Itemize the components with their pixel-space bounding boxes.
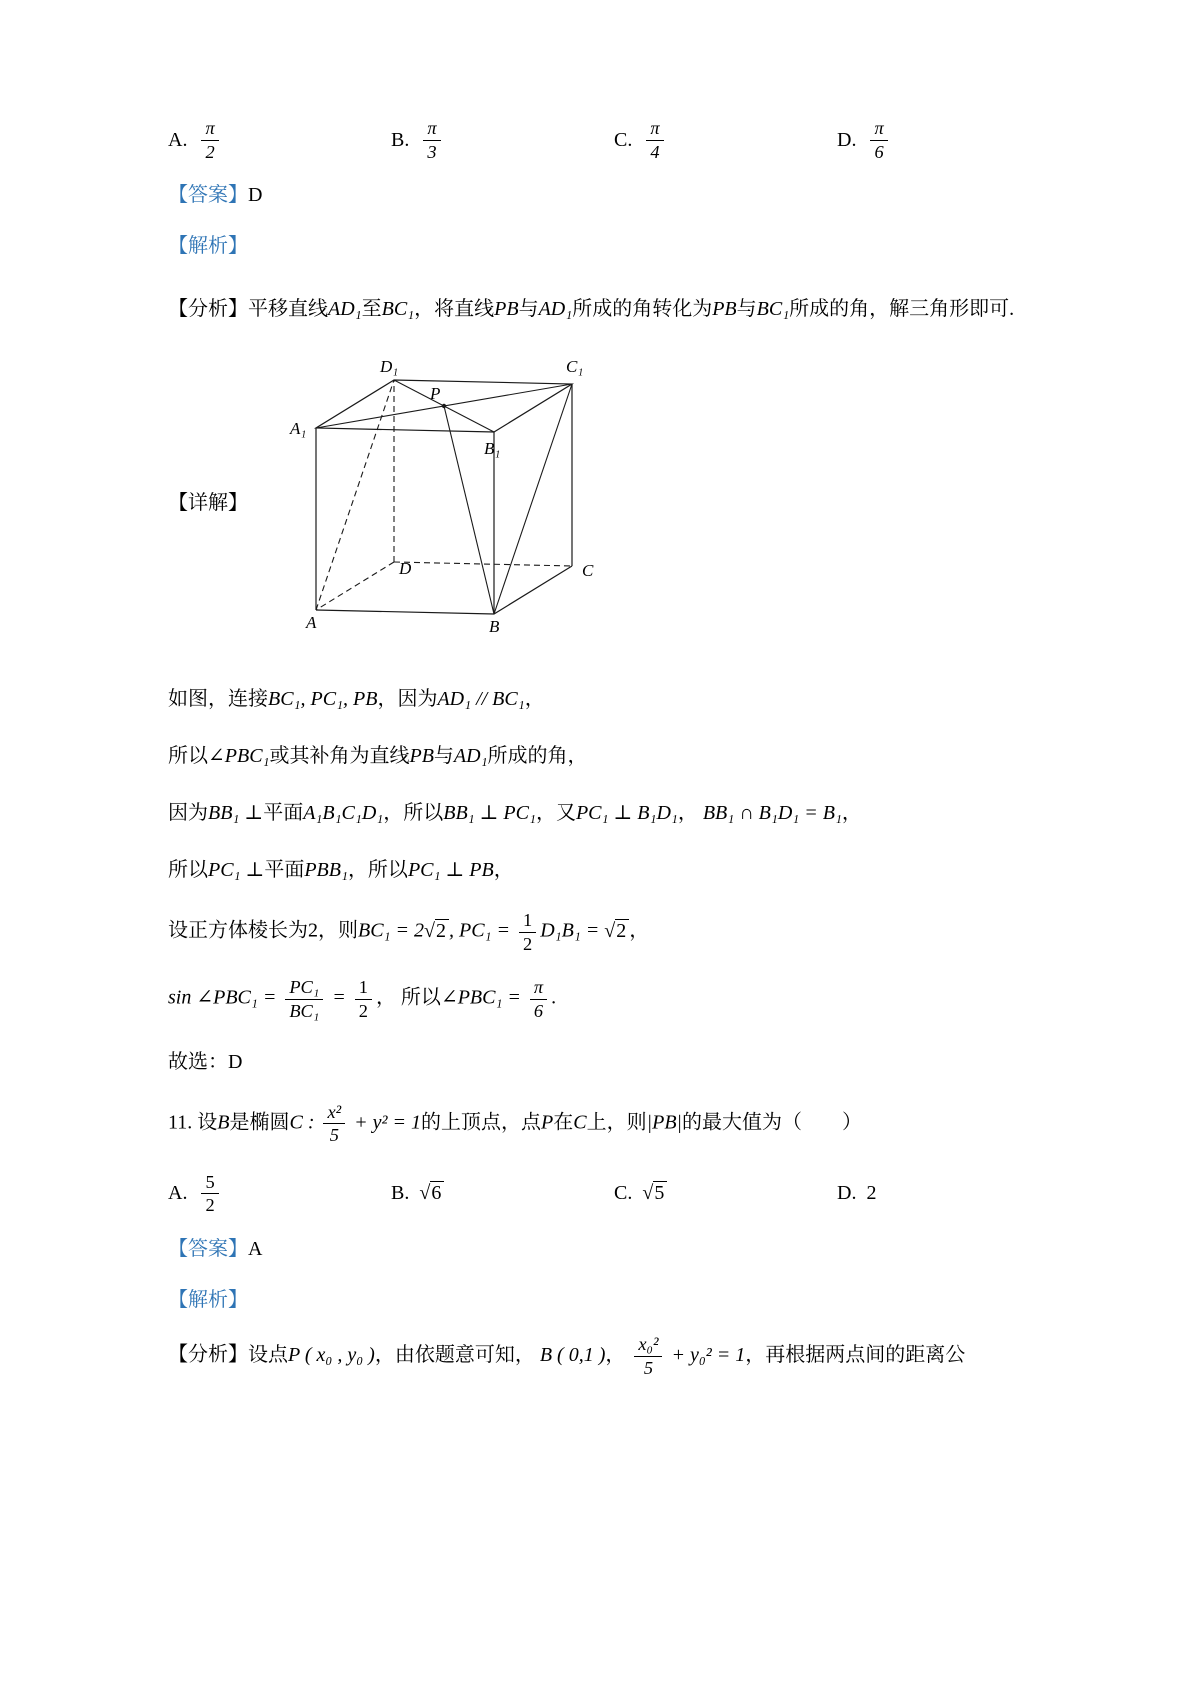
text-run: ，又 <box>535 802 576 825</box>
radical-sign: √ <box>642 1182 654 1205</box>
text-run: . <box>551 987 557 1010</box>
math-run: PC₁ ⊥ B₁D₁ <box>575 802 678 825</box>
math-run: PB <box>409 745 434 768</box>
q10-detail-paragraph-3 <box>168 796 1060 830</box>
radicand: 6 <box>430 1181 444 1204</box>
text-run: ， <box>605 1343 631 1366</box>
q10-conclusion <box>168 1045 1060 1079</box>
text-run: 平面 <box>263 802 304 825</box>
option-label: B. <box>391 1182 410 1205</box>
math-run: P ( x₀ , y₀ ) <box>288 1343 375 1366</box>
q11-answer-value: A <box>248 1238 263 1261</box>
option-value <box>419 1182 444 1205</box>
math-run: BB₁ ⊥ PC₁ <box>443 802 536 825</box>
math-run: BC₁ <box>381 298 415 321</box>
text-run: 故选：D <box>168 1050 243 1073</box>
denominator: 6 <box>874 141 884 162</box>
text-run: 设正方体棱长为2，则 <box>168 919 358 942</box>
text-run: ， <box>677 802 703 825</box>
point-p-marker <box>442 404 446 408</box>
math-run: AD₁ <box>453 745 488 768</box>
option-value <box>197 1172 222 1216</box>
q10-answer-value: D <box>248 184 263 207</box>
text-run: 所成的角，解三角形即可. <box>789 298 1015 321</box>
answer-tag: 【答案】 <box>168 184 248 207</box>
text-run: 或其补角为直线 <box>269 745 410 768</box>
sqrt-expression <box>424 914 449 948</box>
math-run: , PC₁ = <box>449 919 516 942</box>
numerator: π <box>201 118 218 141</box>
q11-method-paragraph <box>168 1334 1060 1378</box>
text-run: 所以 <box>168 745 208 768</box>
numerator: π <box>870 118 887 141</box>
option-label: D. <box>837 1182 857 1205</box>
math-run: BB₁ ⊥ <box>208 802 264 825</box>
math-run: + y² = 1 <box>349 1111 422 1134</box>
math-run: PC₁ ⊥ <box>208 859 265 882</box>
denominator: 2 <box>205 1195 215 1216</box>
fraction <box>646 118 663 162</box>
denominator: 2 <box>358 1001 368 1022</box>
q11-answer-line <box>168 1232 1060 1261</box>
option-label: C. <box>614 1182 633 1205</box>
radicand: 2 <box>435 919 449 942</box>
fraction <box>634 1334 662 1378</box>
option-value <box>642 1182 667 1205</box>
label-b1: B₁ <box>484 439 501 459</box>
option-value <box>642 118 667 162</box>
text-run: ，所以 <box>383 802 444 825</box>
q10-detail-paragraph-1 <box>168 682 1060 716</box>
answer-option <box>837 118 1060 162</box>
answer-option <box>168 1172 391 1216</box>
fraction <box>423 118 440 162</box>
label-p: P <box>430 384 441 404</box>
text-run: 与 <box>736 298 757 321</box>
numerator: 5 <box>201 1172 218 1195</box>
text-run: 如图，连接 <box>168 688 268 711</box>
text-run: 平移直线 <box>248 298 328 321</box>
denominator: 5 <box>643 1357 654 1378</box>
denominator: 5 <box>329 1125 339 1146</box>
math-run: B <box>217 1111 230 1134</box>
math-run: AD₁ <box>328 298 362 321</box>
math-run: + y₀² = 1 <box>666 1343 746 1366</box>
math-run: |PB| <box>646 1111 683 1134</box>
math-run: BB₁ ∩ B₁D₁ = B₁ <box>702 802 842 825</box>
math-run: PB <box>712 298 737 321</box>
method-text <box>248 298 1014 320</box>
math-run: P <box>541 1111 554 1134</box>
cube-figure <box>288 352 638 648</box>
text-run: 在 <box>553 1111 574 1134</box>
denominator: 4 <box>650 141 660 162</box>
numerator: π <box>530 977 547 1000</box>
figure-row <box>168 352 1060 648</box>
label-c: C <box>582 561 594 581</box>
method-tag: 【分析】 <box>168 1343 248 1366</box>
text-run: 所成的角， <box>487 745 588 768</box>
sqrt-expression <box>604 914 629 948</box>
text-run: ， 所以 <box>375 987 441 1010</box>
text-run: 的最大值为（ ） <box>682 1111 863 1134</box>
option-value <box>419 118 444 162</box>
math-run: = <box>327 987 351 1010</box>
text-run: 与 <box>433 745 454 768</box>
text-run: 2 <box>866 1182 877 1205</box>
option-label: D. <box>837 128 857 151</box>
numerator: 1 <box>355 977 372 1000</box>
math-run: C : <box>289 1111 320 1134</box>
fraction <box>323 1102 345 1146</box>
math-run: ∠PBC₁ = <box>440 987 526 1010</box>
fraction <box>519 910 536 954</box>
numerator: x² <box>323 1102 345 1125</box>
text-run: ，因为 <box>377 688 438 711</box>
fraction <box>530 977 547 1021</box>
label-a1: A₁ <box>290 419 307 439</box>
fraction <box>201 118 218 162</box>
cube-hidden-edges <box>316 380 572 610</box>
answer-tag: 【答案】 <box>168 1238 248 1261</box>
option-label: B. <box>391 128 410 151</box>
q10-detail-paragraph-6 <box>168 977 1060 1021</box>
answer-option <box>391 118 614 162</box>
denominator: 2 <box>523 933 533 954</box>
text-run: 的上顶点，点 <box>421 1111 542 1134</box>
radicand: 5 <box>653 1181 667 1204</box>
math-run: C <box>573 1111 587 1134</box>
math-run: B ( 0,1 ) <box>539 1343 606 1366</box>
numerator: π <box>646 118 663 141</box>
answer-option <box>614 1182 837 1205</box>
method-tag: 【分析】 <box>168 298 248 321</box>
detail-tag <box>168 486 288 515</box>
answer-option <box>391 1182 614 1205</box>
fraction <box>870 118 887 162</box>
text-run: 是椭圆 <box>229 1111 290 1134</box>
text-run: ， <box>841 802 862 825</box>
text-run: ，再根据两点间的距离公 <box>745 1343 966 1366</box>
sqrt-expression <box>642 1182 667 1205</box>
option-value <box>197 118 222 162</box>
math-run: BC₁ = 2 <box>358 919 425 942</box>
numerator: π <box>423 118 440 141</box>
text-run: 平面 <box>264 859 305 882</box>
text-run: 与 <box>518 298 539 321</box>
radical-sign: √ <box>604 919 616 942</box>
text-run: ，将直线 <box>414 298 495 321</box>
q10-detail-paragraph-4 <box>168 853 1060 887</box>
math-run: PB <box>494 298 519 321</box>
text-run: 至 <box>361 298 382 321</box>
text-run: ，所以 <box>347 859 408 882</box>
q10-options-row <box>168 118 1060 162</box>
math-run: D₁B₁ = <box>540 919 605 942</box>
detail-tag-text: 【详解】 <box>168 491 248 514</box>
option-value <box>866 118 891 162</box>
fraction <box>201 1172 218 1216</box>
q10-method-paragraph <box>168 280 1060 338</box>
math-run: BC₁ <box>756 298 790 321</box>
denominator: BC₁ <box>289 1001 320 1022</box>
text-run: ， <box>524 688 545 711</box>
answer-option <box>614 118 837 162</box>
math-run: PC₁ ⊥ PB <box>407 859 494 882</box>
math-run: BC₁, PC₁, PB <box>268 688 378 711</box>
numerator: 1 <box>519 910 536 933</box>
q11-stem <box>168 1102 1060 1146</box>
math-run: ∠PBC₁ <box>208 745 270 768</box>
option-value <box>866 1182 876 1205</box>
cube-auxiliary-lines <box>316 380 572 614</box>
math-run: AD₁ // BC₁ <box>437 688 525 711</box>
text-run: 11. 设 <box>168 1111 218 1134</box>
method-text <box>248 1334 966 1378</box>
radical-sign: √ <box>419 1182 431 1205</box>
text-run: 所以 <box>168 859 208 882</box>
text-run: 上，则 <box>586 1111 647 1134</box>
analysis-tag: 【解析】 <box>168 235 248 258</box>
q10-answer-line <box>168 178 1060 207</box>
q10-analysis-line <box>168 229 1060 258</box>
analysis-tag: 【解析】 <box>168 1289 248 1312</box>
text-run: ，由依题意可知， <box>374 1343 540 1366</box>
label-c1: C₁ <box>566 357 584 377</box>
q10-detail-paragraph-5 <box>168 910 1060 954</box>
math-run: PBB₁ <box>304 859 348 882</box>
label-d1: D₁ <box>380 357 399 377</box>
math-run: AD₁ <box>538 298 573 321</box>
answer-option <box>837 1182 1060 1205</box>
radical-sign: √ <box>424 919 435 942</box>
label-b: B <box>489 617 500 637</box>
math-run: A₁B₁C₁D₁ <box>303 802 384 825</box>
fraction <box>355 977 372 1021</box>
text-run: ， <box>493 859 514 882</box>
option-label: A. <box>168 128 188 151</box>
text-run: 因为 <box>168 802 208 825</box>
text-run: ， <box>629 919 650 942</box>
option-label: C. <box>614 128 633 151</box>
denominator: 2 <box>205 141 215 162</box>
radicand: 2 <box>615 919 629 942</box>
q11-options-row <box>168 1172 1060 1216</box>
q11-analysis-line <box>168 1283 1060 1312</box>
answer-option <box>168 118 391 162</box>
denominator: 6 <box>533 1001 544 1022</box>
label-a: A <box>306 613 317 633</box>
option-label: A. <box>168 1182 188 1205</box>
text-run: 所成的角转化为 <box>572 298 713 321</box>
math-run: sin ∠PBC₁ = <box>168 987 282 1010</box>
label-d: D <box>399 559 412 579</box>
q10-detail-paragraph-2 <box>168 739 1060 773</box>
numerator: x₀² <box>634 1334 662 1357</box>
numerator: PC₁ <box>285 977 323 1000</box>
fraction <box>285 977 323 1021</box>
denominator: 3 <box>427 141 437 162</box>
text-run: 设点 <box>248 1343 288 1366</box>
sqrt-expression <box>419 1182 444 1205</box>
